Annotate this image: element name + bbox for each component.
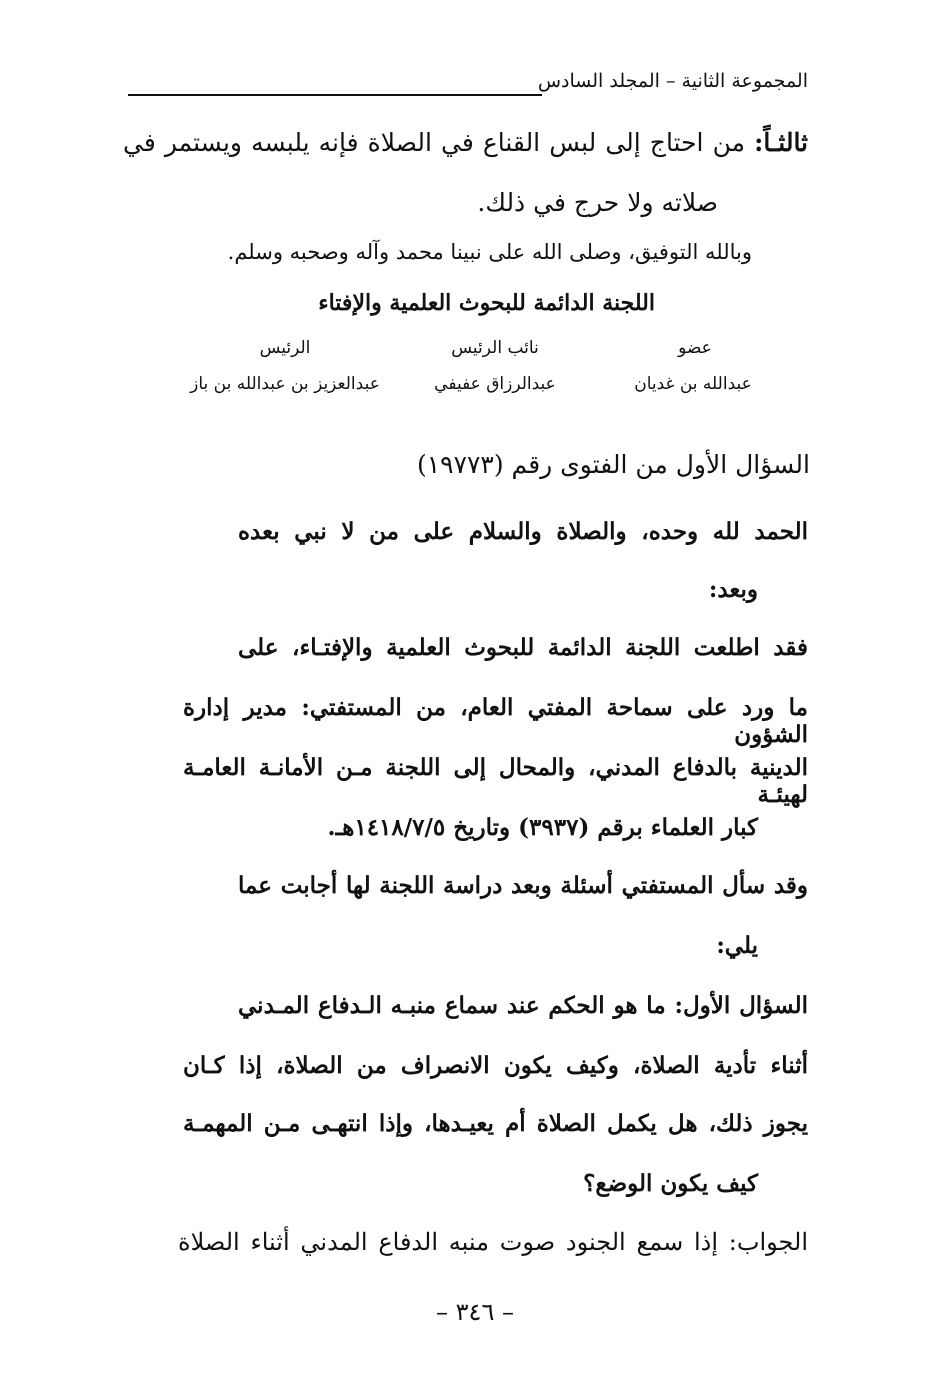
item-three-line-1 — [123, 128, 808, 157]
praise-line-1: الحمد لله وحده، والصلاة والسلام على من لا نبي بعده — [238, 518, 808, 545]
signatory-role-vice-president: نائب الرئيس — [451, 338, 539, 358]
answer-line-1: الجواب: إذا سمع الجنود صوت منبه الدفاع المدني أثناء الصلاة — [178, 1228, 808, 1256]
question1-line-1: السؤال الأول: ما هو الحكم عند سماع منبـه الـدفاع المـدني — [238, 992, 808, 1019]
header-rule — [128, 94, 542, 96]
para2-line-2: يلي: — [716, 932, 758, 959]
item-three-text: من احتاج إلى لبس القناع في الصلاة فإنه يلبسه ويستمر في — [123, 128, 746, 157]
closing-formula: وبالله التوفيق، وصلى الله على نبينا محمد وآله وصحبه وسلم. — [227, 240, 752, 264]
para1-line-4: كبار العلماء برقم (٣٩٣٧) وتاريخ ١٤١٨/٧/٥هـ. — [327, 814, 758, 841]
signatory-role-member: عضو — [678, 338, 712, 358]
signatory-name-vice-president: عبدالرزاق عفيفي — [434, 374, 556, 394]
para1-line-2: ما ورد على سماحة المفتي العام، من المستفتي: مدير إدارة الشؤون — [183, 694, 808, 748]
item-three-label: ثالثـاً: — [754, 128, 809, 157]
signatory-name-president: عبدالعزيز بن عبدالله بن باز — [190, 374, 380, 394]
question1-line-2: أثناء تأدية الصلاة، وكيف يكون الانصراف من الصلاة، إذا كـان — [183, 1052, 808, 1079]
para1-line-1: فقد اطلعت اللجنة الدائمة للبحوث العلمية والإفتـاء، على — [238, 634, 808, 661]
signatory-role-president: الرئيس — [259, 338, 311, 358]
praise-line-2: وبعد: — [708, 576, 758, 603]
running-header: المجموعة الثانية – المجلد السادس — [537, 70, 808, 92]
page-number: – ٣٤٦ – — [436, 1298, 514, 1326]
committee-title: اللجنة الدائمة للبحوث العلمية والإفتاء — [318, 290, 655, 316]
fatwa-question-heading: السؤال الأول من الفتوى رقم (١٩٧٧٣) — [416, 450, 810, 479]
para1-line-3: الدينية بالدفاع المدني، والمحال إلى اللجنة مـن الأمانـة العامـة لهيئـة — [183, 754, 808, 808]
question1-line-4: كيف يكون الوضع؟ — [583, 1170, 758, 1197]
signatory-name-member: عبدالله بن غديان — [634, 374, 752, 394]
para2-line-1: وقد سأل المستفتي أسئلة وبعد دراسة اللجنة لها أجابت عما — [238, 872, 808, 899]
question1-line-3: يجوز ذلك، هل يكمل الصلاة أم يعيـدها، وإذا انتهـى مـن المهمـة — [183, 1110, 808, 1137]
item-three-line-2: صلاته ولا حرج في ذلك. — [477, 188, 718, 217]
